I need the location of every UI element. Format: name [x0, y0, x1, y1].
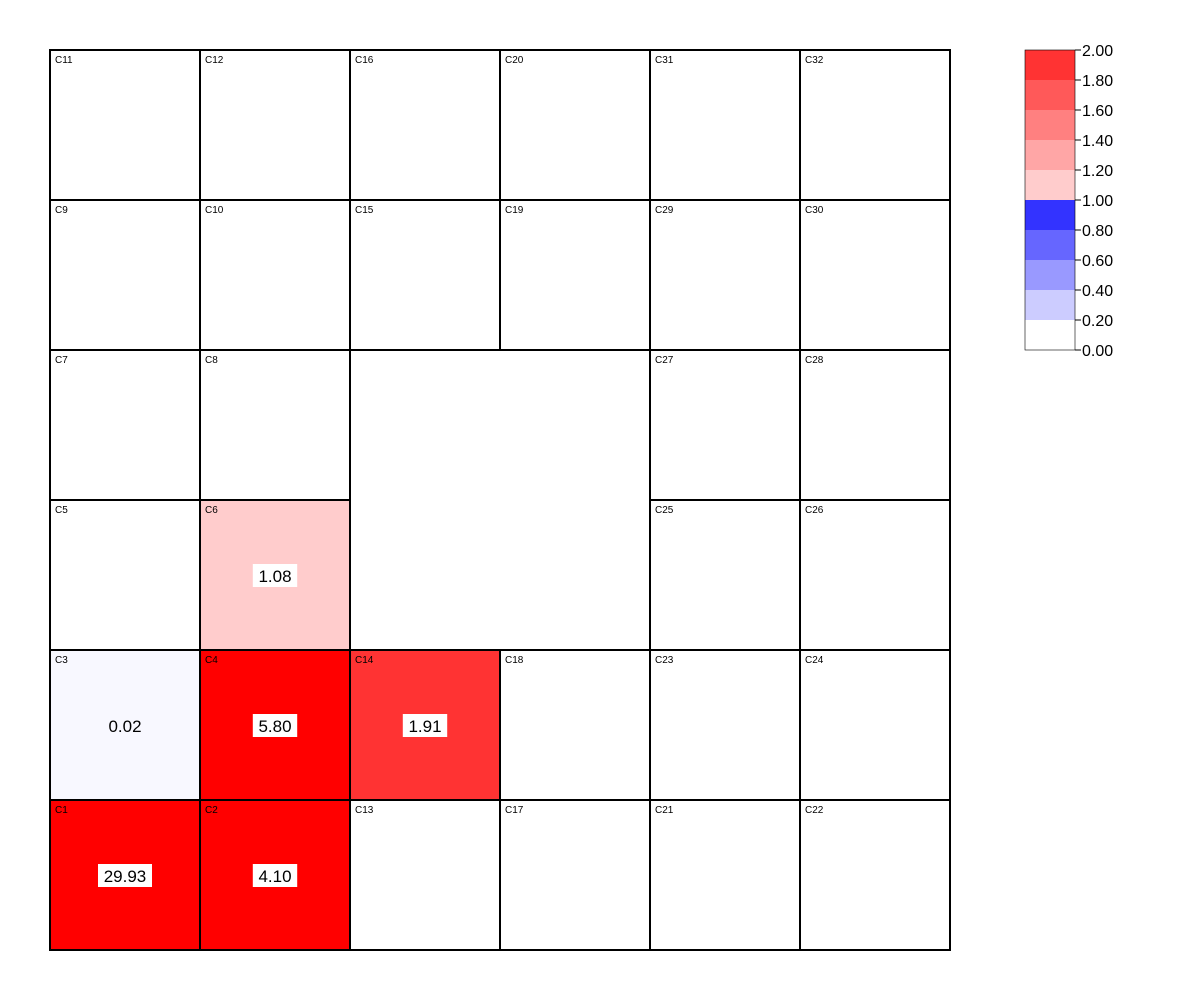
cell-id-label: C13	[355, 805, 374, 816]
heatmap-cell-c15	[350, 200, 500, 350]
cell-value-label: 1.08	[258, 567, 292, 586]
colorbar-tick-label: 0.60	[1082, 253, 1114, 270]
heatmap-cell-c3	[50, 650, 200, 800]
cell-id-label: C23	[655, 655, 674, 666]
heatmap-cell-c11	[50, 50, 200, 200]
heatmap-cell-c1	[50, 800, 200, 950]
colorbar-band	[1025, 320, 1075, 350]
cell-id-label: C27	[655, 355, 674, 366]
cell-id-label: C7	[55, 355, 68, 366]
cell-rect	[500, 650, 650, 800]
colorbar-tick-label: 0.40	[1082, 283, 1114, 300]
cell-id-label: C26	[805, 505, 824, 516]
cell-rect	[650, 800, 800, 950]
cell-rect	[50, 200, 200, 350]
cell-id-label: C8	[205, 355, 218, 366]
heatmap-cell-c18	[500, 650, 650, 800]
colorbar-band	[1025, 140, 1075, 170]
cell-rect	[800, 200, 950, 350]
heatmap-cell-c27	[650, 350, 800, 500]
colorbar-band	[1025, 170, 1075, 200]
heatmap-cell-c5	[50, 500, 200, 650]
cell-id-label: C11	[55, 55, 73, 66]
cell-value-label: 29.93	[103, 867, 147, 886]
cell-rect	[650, 650, 800, 800]
heatmap-cell-c21	[650, 800, 800, 950]
cell-id-label: C10	[205, 205, 224, 216]
cell-rect	[650, 50, 800, 200]
cell-id-label: C9	[55, 205, 68, 216]
cell-id-label: C15	[355, 205, 374, 216]
heatmap-cell-c4	[200, 650, 350, 800]
heatmap-cell-c6	[200, 500, 350, 650]
cell-id-label: C16	[355, 55, 374, 66]
colorbar-tick-label: 0.00	[1082, 343, 1114, 360]
cell-id-label: C31	[655, 55, 674, 66]
cell-rect	[500, 50, 650, 200]
cell-rect	[50, 50, 200, 200]
heatmap-cell-c12	[200, 50, 350, 200]
heatmap-cell-c28	[800, 350, 950, 500]
cell-value-label: 5.80	[258, 717, 292, 736]
cell-rect	[800, 50, 950, 200]
heatmap-cell-c7	[50, 350, 200, 500]
cell-value-label: 1.91	[408, 717, 442, 736]
heatmap-cell-c10	[200, 200, 350, 350]
cell-rect	[500, 200, 650, 350]
heatmap-cell-c31	[650, 50, 800, 200]
heatmap-cell-c29	[650, 200, 800, 350]
colorbar-tick-label: 1.20	[1082, 163, 1114, 180]
heatmap-cell-c26	[800, 500, 950, 650]
cell-id-label: C12	[205, 55, 224, 66]
heatmap-cell-c24	[800, 650, 950, 800]
heatmap-cell-c32	[800, 50, 950, 200]
colorbar-band	[1025, 230, 1075, 260]
heatmap-cell-c19	[500, 200, 650, 350]
colorbar-band	[1025, 260, 1075, 290]
heatmap-cell-c9	[50, 200, 200, 350]
cell-rect	[350, 200, 500, 350]
cell-id-label: C20	[505, 55, 524, 66]
cell-rect	[350, 800, 500, 950]
cell-rect	[800, 500, 950, 650]
cell-rect	[650, 350, 800, 500]
cell-rect	[50, 500, 200, 650]
colorbar-tick-label: 1.00	[1082, 193, 1114, 210]
cell-id-label: C5	[55, 505, 68, 516]
cell-id-label: C29	[655, 205, 674, 216]
colorbar-band	[1025, 290, 1075, 320]
heatmap-cell-c16	[350, 50, 500, 200]
colorbar-band	[1025, 80, 1075, 110]
heatmap-cell-c8	[200, 350, 350, 500]
cell-id-label: C14	[355, 655, 374, 666]
heatmap-cell-c30	[800, 200, 950, 350]
cell-id-label: C28	[805, 355, 824, 366]
cell-id-label: C4	[205, 655, 218, 666]
cell-id-label: C25	[655, 505, 674, 516]
heatmap-cell-c2	[200, 800, 350, 950]
cell-rect	[200, 200, 350, 350]
cell-id-label: C6	[205, 505, 218, 516]
cell-rect	[650, 500, 800, 650]
cell-rect	[650, 200, 800, 350]
cell-rect	[800, 650, 950, 800]
cell-value-label: 0.02	[108, 717, 142, 736]
cell-id-label: C30	[805, 205, 824, 216]
cell-rect	[800, 350, 950, 500]
cell-id-label: C17	[505, 805, 524, 816]
cell-id-label: C3	[55, 655, 68, 666]
heatmap-cell-c23	[650, 650, 800, 800]
heatmap-cell-c20	[500, 50, 650, 200]
colorbar-band	[1025, 200, 1075, 230]
heatmap-cell-c17	[500, 800, 650, 950]
heatmap-cell-c22	[800, 800, 950, 950]
cell-rect	[50, 350, 200, 500]
colorbar-tick-label: 0.20	[1082, 313, 1114, 330]
cell-rect	[500, 800, 650, 950]
cell-id-label: C2	[205, 805, 218, 816]
heatmap-grid	[50, 50, 950, 950]
heatmap-cell-c25	[650, 500, 800, 650]
colorbar-tick-label: 1.60	[1082, 103, 1114, 120]
cell-rect	[200, 350, 350, 500]
cell-id-label: C32	[805, 55, 824, 66]
colorbar-tick-label: 1.80	[1082, 73, 1114, 90]
cell-id-label: C24	[805, 655, 824, 666]
cell-rect	[350, 50, 500, 200]
heatmap-cell-c14	[350, 650, 500, 800]
colorbar-tick-label: 0.80	[1082, 223, 1114, 240]
cell-rect	[200, 50, 350, 200]
colorbar-band	[1025, 50, 1075, 80]
heatmap-cell-c13	[350, 800, 500, 950]
cell-rect	[800, 800, 950, 950]
cell-id-label: C21	[655, 805, 674, 816]
colorbar-tick-label: 2.00	[1082, 43, 1114, 60]
cell-value-label: 4.10	[258, 867, 292, 886]
cell-id-label: C18	[505, 655, 524, 666]
cell-id-label: C19	[505, 205, 524, 216]
cell-id-label: C1	[55, 805, 68, 816]
colorbar-tick-label: 1.40	[1082, 133, 1114, 150]
colorbar-band	[1025, 110, 1075, 140]
cell-id-label: C22	[805, 805, 824, 816]
colorbar	[1025, 43, 1113, 360]
